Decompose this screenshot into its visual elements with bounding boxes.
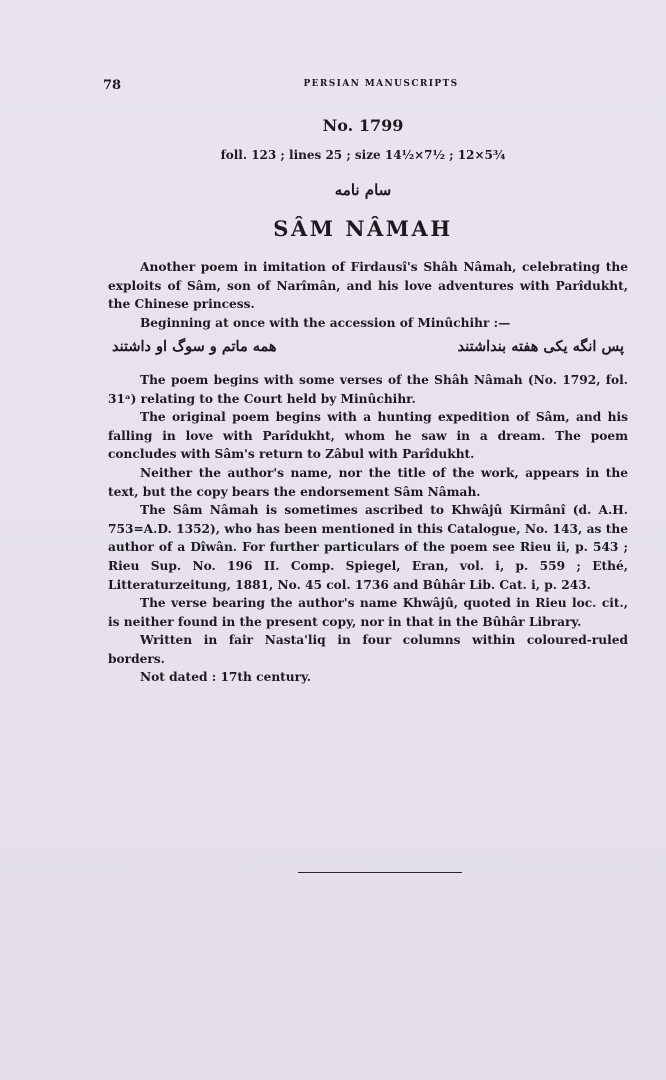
page-number: 78: [103, 78, 122, 93]
manuscript-dimensions: foll. 123 ; lines 25 ; size 14½×7½ ; 12×5¾: [220, 148, 506, 162]
paragraph-beginning: Beginning at once with the accession of Minûchihr :—: [140, 315, 511, 330]
catalog-number: No. 1799: [322, 116, 404, 135]
page-header: [103, 78, 629, 98]
paragraph-script: Written in fair Nasta'liq in four columns within coloured-ruled borders.: [108, 633, 628, 666]
persian-verse: [108, 338, 628, 357]
verse-hemistich-left: همه ماتم و سوگ او داشتند: [112, 338, 277, 356]
paragraph-verse-name: The verse bearing the author's name Khwâjû, quoted in Rieu loc. cit., is neither found in the present copy, nor in that in the Bûhâr Library.: [108, 596, 628, 629]
entry-description: [108, 258, 628, 687]
entry-title: SÂM NÂMAH: [273, 216, 453, 241]
paragraph-original-poem: The original poem begins with a hunting expedition of Sâm, and his falling in love with Parîdukht, whom he saw in a dream. The poem concludes with Sâm's return to Zâbul with Parîdukht.: [108, 410, 628, 462]
paragraph-date: Not dated : 17th century.: [140, 670, 312, 685]
paragraph-shah-namah: The poem begins with some verses of the Shâh Nâmah (No. 1792, fol. 31ᵃ) relating to the Court held by Minûchihr.: [108, 372, 628, 406]
paragraph-ascription: The Sâm Nâmah is sometimes ascribed to Khwâjû Kirmânî (d. A.H. 753=A.D. 1352), who has been mentioned in this Catalogue, No. 143, as the author of a Dîwân. For further particulars of the poem see Rieu ii, p. 543 ; Rieu Sup. No. 196 II. Comp. Spiegel, Eran, vol. i, p. 559 ; Ethé, Litteraturzeitung, 1881, No. 45 col. 1736 and Bûhâr Lib. Cat. i, p. 243.: [108, 503, 628, 592]
running-head: PERSIAN MANUSCRIPTS: [303, 79, 459, 89]
paragraph-author-title: Neither the author's name, nor the title of the work, appears in the text, but the copy bears the endorsement Sâm Nâmah.: [108, 465, 628, 499]
verse-hemistich-right: پس انگه یکی هفته بنداشتند: [457, 338, 624, 356]
persian-title: سام نامه: [334, 181, 392, 199]
paragraph-intro: Another poem in imitation of Firdausî's Shâh Nâmah, celebrating the exploits of Sâm, son of Narîmân, and his love adventures with Parîdukht, the Chinese princess.: [108, 260, 628, 312]
section-divider: [298, 872, 462, 873]
